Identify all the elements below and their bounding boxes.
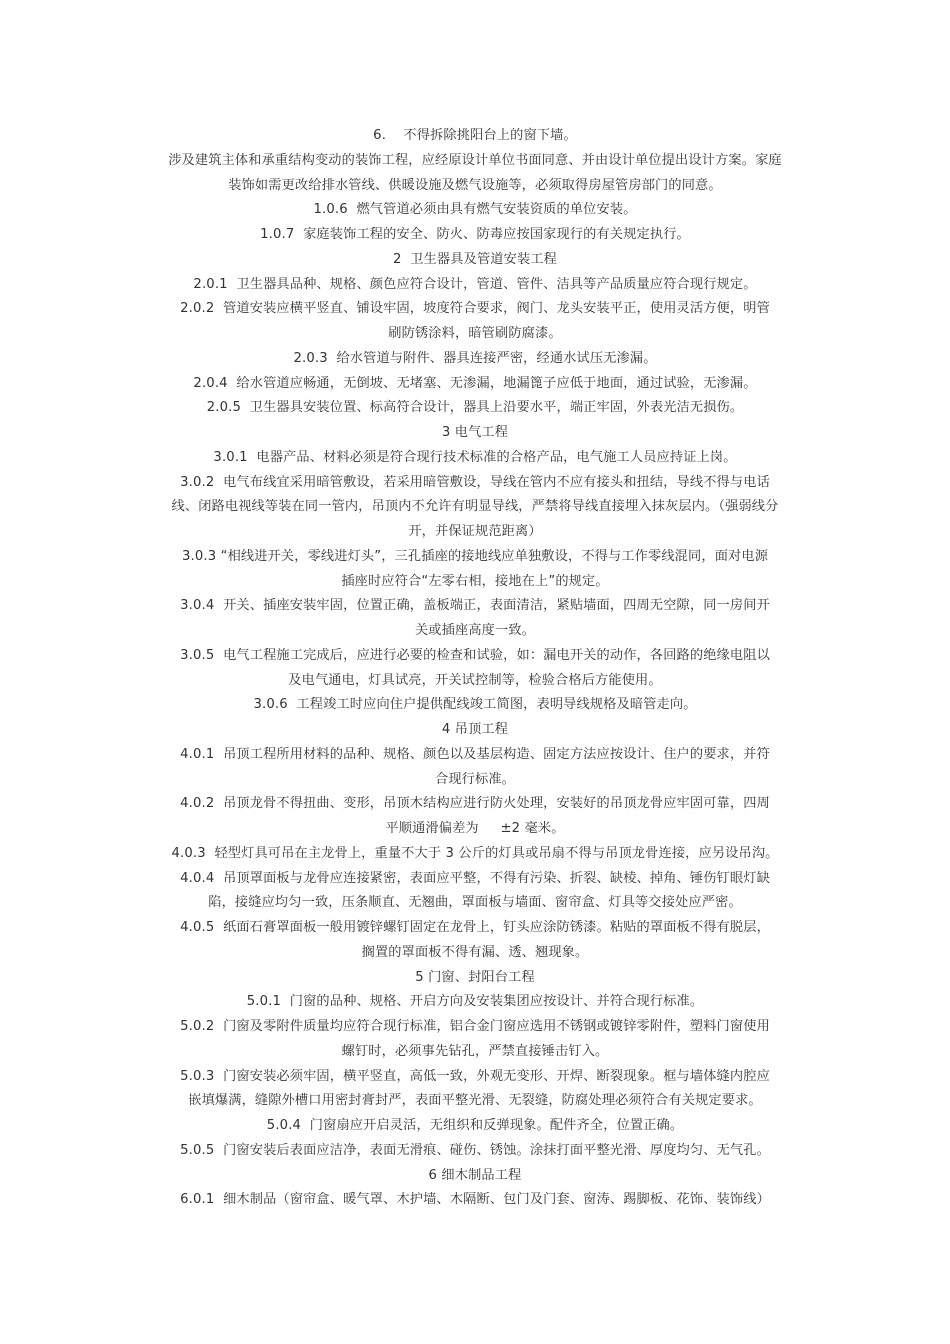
text-line-19: 插座时应符合“左零右相，接地在上”的规定。 <box>341 573 609 589</box>
text-line-2: 涉及建筑主体和承重结构变动的装饰工程，应经原设计单位书面同意、并由设计单位提出设计方案。家庭 <box>168 152 782 168</box>
text-line-28: 4.0.2 吊顶龙骨不得扭曲、变形，吊顶木结构应进行防火处理，安装好的吊顶龙骨应牢固可靠，四周 <box>180 796 770 812</box>
text-line-10: 2.0.3 给水管道与附件、器具连接严密，经通水试压无渗漏。 <box>293 350 657 366</box>
text-line-26: 4.0.1 吊顶工程所用材料的品种、规格、颜色以及基层构造、固定方法应按设计、住户的要求，并符 <box>180 746 770 762</box>
text-line-5: 1.0.7 家庭装饰工程的安全、防火、防毒应按国家现行的有关规定执行。 <box>260 227 690 242</box>
section-heading-2: 2 卫生器具及管道安装工程 <box>393 251 557 267</box>
text-line-12: 2.0.5 卫生器具安装位置、标高符合设计，器具上沿要水平，端正牢固，外表光洁无损伤。 <box>206 400 744 416</box>
text-line-29: 平顺通滑偏差为 ±2 毫米。 <box>385 821 565 836</box>
text-line-1: 6. 不得拆除挑阳台上的窗下墙。 <box>373 128 577 143</box>
text-line-20: 3.0.4 开关、插座安装牢固，位置正确，盖板端正，表面清洁，紧贴墙面，四周无空隙，同一房间开 <box>180 598 770 614</box>
text-line-9: 刷防锈涂料，暗管刷防腐漆。 <box>388 326 562 341</box>
text-line-18: 3.0.3 “相线进开关，零线进灯头”，三孔插座的接地线应单独敷设，不得与工作零线混同，面对电源 <box>181 548 769 564</box>
text-line-32: 陷，接缝应均匀一致，压条顺直、无翘曲，罩面板与墙面、窗帘盒、灯具等交接处应严密。 <box>208 895 742 911</box>
text-line-21: 关或插座高度一致。 <box>414 623 536 638</box>
document-body <box>135 124 815 1213</box>
text-line-3: 装饰如需更改给排水管线、供暖设施及燃气设施等，必须取得房屋管房部门的同意。 <box>228 177 722 193</box>
section-heading-4: 4 吊顶工程 <box>441 722 509 737</box>
text-line-34: 搁置的罩面板不得有漏、透、翘现象。 <box>361 944 589 960</box>
text-line-33: 4.0.5 纸面石膏罩面板一般用镀锌螺钉固定在龙骨上，钉头应涂防锈漆。粘贴的罩面板不得有脱层， <box>180 920 770 935</box>
section-heading-6: 6 细木制品工程 <box>428 1167 522 1183</box>
text-line-36: 5.0.1 门窗的品种、规格、开启方向及安装集团应按设计、并符合现行标准。 <box>246 994 704 1010</box>
text-line-31: 4.0.4 吊顶罩面板与龙骨应连接紧密，表面应平整，不得有污染、折裂、缺棱、掉角、锤伤钉眼灯缺 <box>180 870 770 886</box>
section-heading-3: 3 电气工程 <box>441 425 509 440</box>
text-line-4: 1.0.6 燃气管道必须由具有燃气安装资质的单位安装。 <box>313 202 637 218</box>
text-line-7: 2.0.1 卫生器具品种、规格、颜色应符合设计，管道、管件、洁具等产品质量应符合现行规定。 <box>193 276 757 292</box>
text-line-40: 嵌填爆满，缝隙外槽口用密封膏封严，表面平整光滑、无裂缝，防腐处理必须符合有关规定要求。 <box>188 1093 762 1109</box>
text-line-42: 5.0.5 门窗安装后表面应洁净，表面无滑痕、碰伤、锈蚀。涂抹打面平整光滑、厚度均匀、无气孔。 <box>180 1142 770 1158</box>
text-line-11: 2.0.4 给水管道应畅通，无倒坡、无堵塞、无渗漏，地漏篦子应低于地面，通过试验，无渗漏。 <box>193 375 757 391</box>
text-line-8: 2.0.2 管道安装应横平竖直、铺设牢固，坡度符合要求，阀门、龙头安装平正，使用灵活方便，明管 <box>180 301 770 317</box>
text-line-24: 3.0.6 工程竣工时应向住户提供配线竣工简图，表明导线规格及暗管走向。 <box>253 697 697 713</box>
text-line-37: 5.0.2 门窗及零附件质量均应符合现行标准，铝合金门窗应选用不锈钢或镀锌零附件，塑料门窗使用 <box>180 1019 770 1034</box>
text-line-16: 线、闭路电视线等装在同一管内，吊顶内不允许有明显导线，严禁将导线直接埋入抹灰层内。（强弱线分 <box>171 499 779 515</box>
text-line-15: 3.0.2 电气布线宜采用暗管敷设，若采用暗管敷设，导线在管内不应有接头和扭结，导线不得与电话 <box>180 474 770 490</box>
section-heading-5: 5 门窗、封阳台工程 <box>415 969 535 985</box>
text-line-14: 3.0.1 电器产品、材料必须是符合现行技术标准的合格产品，电气施工人员应持证上岗。 <box>213 449 737 465</box>
text-line-22: 3.0.5 电气工程施工完成后，应进行必要的检查和试验，如：漏电开关的动作，各回路的绝缘电阻以 <box>180 647 770 663</box>
text-line-41: 5.0.4 门窗扇应开启灵活，无组织和反弹现象。配件齐全，位置正确。 <box>266 1118 684 1133</box>
text-line-39: 5.0.3 门窗安装必须牢固，横平竖直，高低一致，外观无变形、开焊、断裂现象。框与墙体缝内腔应 <box>180 1068 770 1084</box>
text-line-17: 开，并保证规范距离） <box>408 524 542 539</box>
text-line-44: 6.0.1 细木制品（窗帘盒、暖气罩、木护墙、木隔断、包门及门套、窗涛、踢脚板、花饰、装饰线） <box>180 1192 770 1208</box>
text-line-30: 4.0.3 轻型灯具可吊在主龙骨上，重量不大于 3 公斤的灯具或吊扇不得与吊顶龙骨连接，应另设吊沟。 <box>171 845 779 861</box>
text-line-27: 合现行标准。 <box>434 771 516 787</box>
text-line-38: 螺钉时，必须事先钻孔，严禁直接锤击钉入。 <box>341 1043 609 1059</box>
text-line-23: 及电气通电，灯具试亮，开关试控制等，检验合格后方能使用。 <box>288 672 662 688</box>
